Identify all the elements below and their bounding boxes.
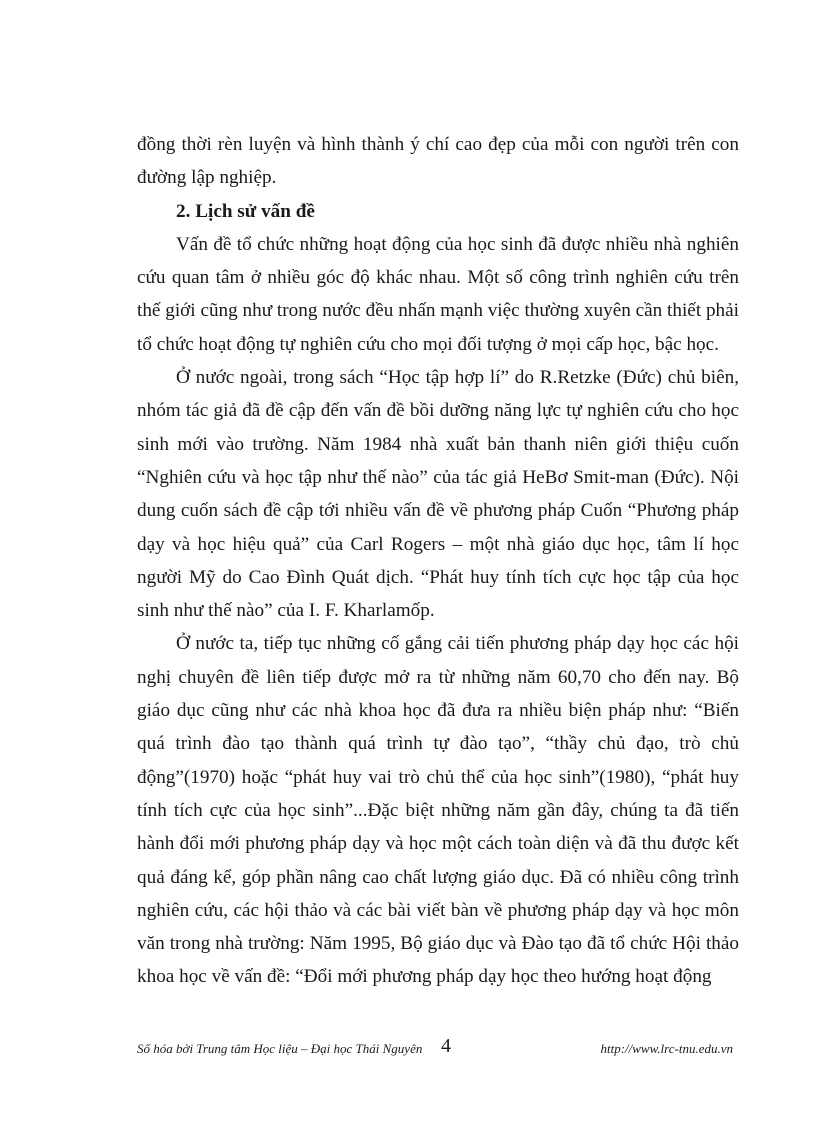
paragraph-continuation: đồng thời rèn luyện và hình thành ý chí cao đẹp của mỗi con người trên con đường lập nghiệp. xyxy=(137,134,739,189)
footer-credit: Số hóa bởi Trung tâm Học liệu – Đại học Thái Nguyên xyxy=(137,1041,423,1056)
body-text xyxy=(137,128,739,994)
section-heading: 2. Lịch sử vấn đề xyxy=(176,200,315,222)
footer-url[interactable]: http://www.lrc-tnu.edu.vn xyxy=(600,1041,733,1056)
paragraph-foreign: Ở nước ngoài, trong sách “Học tập hợp lí” do R.Retzke (Đức) chủ biên, nhóm tác giả đã đề cập đến vấn đề bồi dưỡng năng lực tự nghiên cứu cho học sinh mới vào trường. Năm 1984 nhà xuất bản thanh niên giới thiệu cuốn “Nghiên cứu và học tập như thế nào” của tác giả HeBơ Smit-man (Đức). Nội dung cuốn sách đề cập tới nhiều vấn đề về phương pháp Cuốn “Phương pháp dạy và học hiệu quả” của Carl Rogers – một nhà giáo dục học, tâm lí học người Mỹ do Cao Đình Quát dịch. “Phát huy tính tích cực học tập của học sinh như thế nào” của I. F. Kharlamốp. xyxy=(137,367,739,622)
paragraph-intro: Vấn đề tổ chức những hoạt động của học sinh đã được nhiều nhà nghiên cứu quan tâm ở nhiều góc độ khác nhau. Một số công trình nghiên cứu trên thế giới cũng như trong nước đều nhấn mạnh việc thường xuyên cần thiết phải tổ chức hoạt động tự nghiên cứu cho mọi đối tượng ở mọi cấp học, bậc học. xyxy=(137,233,739,355)
page-footer xyxy=(137,1037,737,1063)
paragraph-domestic: Ở nước ta, tiếp tục những cố gắng cải tiến phương pháp dạy học các hội nghị chuyên đề liên tiếp được mở ra từ những năm 60,70 cho đến nay. Bộ giáo dục cũng như các nhà khoa học đã đưa ra nhiều biện pháp như: “Biến quá trình đào tạo thành quá trình tự đào tạo”, “thầy chủ đạo, trò chủ động”(1970) hoặc “phát huy vai trò chủ thể của học sinh”(1980), “phát huy tính tích cực của học sinh”...Đặc biệt những năm gần đây, chúng ta đã tiến hành đổi mới phương pháp dạy và học một cách toàn diện và đã thu được kết quả đáng kể, góp phần nâng cao chất lượng giáo dục. Đã có nhiều công trình nghiên cứu, các hội thảo và các bài viết bàn về phương pháp dạy và học môn văn trong nhà trường: Năm 1995, Bộ giáo dục và Đào tạo đã tổ chức Hội thảo khoa học về vấn đề: “Đổi mới phương pháp dạy học theo hướng hoạt động xyxy=(137,633,739,988)
page-number: 4 xyxy=(441,1035,451,1057)
